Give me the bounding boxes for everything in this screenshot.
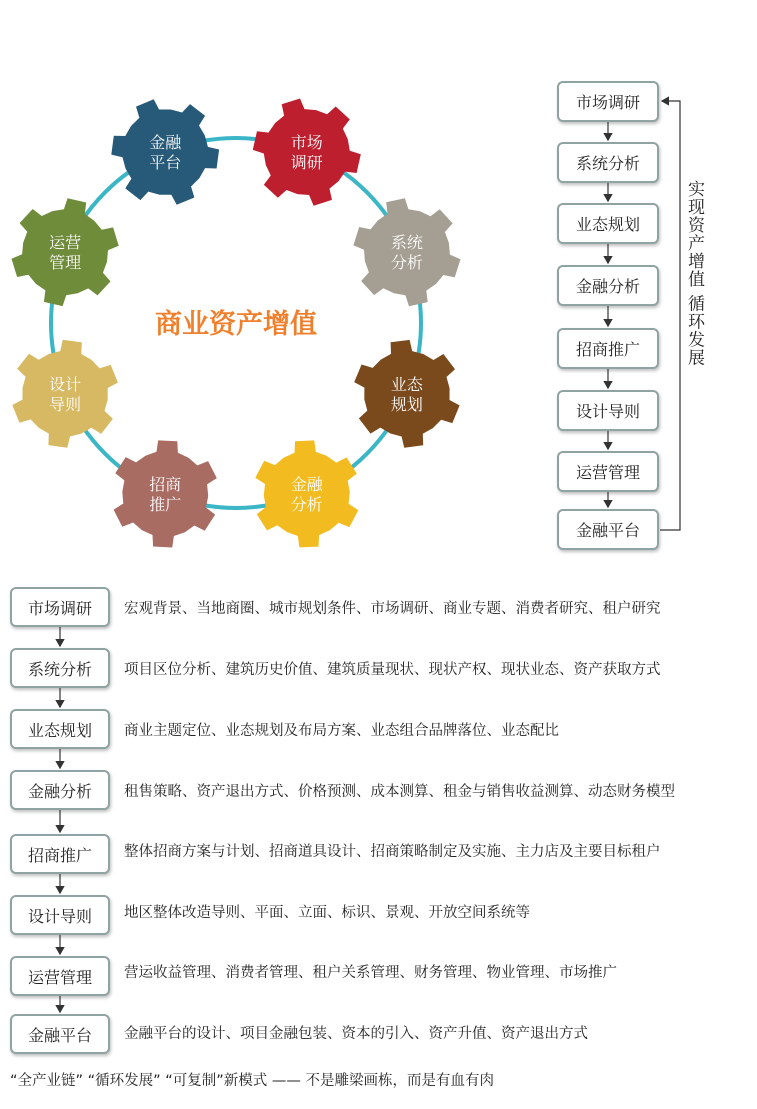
gear-label: 调研: [290, 153, 323, 173]
footer-slogan: “全产业链” “循环发展” “可复制”新模式 —— 不是雕梁画栋，而是有血有肉: [10, 1073, 495, 1089]
gear-node: [353, 198, 460, 306]
gear-label: 分析: [290, 494, 323, 514]
loop-label: 实现资产增值 循环发展: [684, 180, 704, 367]
step-description: 宏观背景、当地商圈、城市规划条件、市场调研、商业专题、消费者研究、租户研究: [124, 601, 661, 617]
right-flow-step: 市场调研: [557, 81, 659, 122]
step-box: 市场调研: [10, 587, 110, 627]
right-flow-step: 招商推广: [557, 328, 659, 369]
right-flow-step: 业态规划: [557, 203, 659, 244]
step-box: 运营管理: [10, 956, 110, 996]
step-description: 金融平台的设计、项目金融包装、资本的引入、资产升值、资产退出方式: [124, 1026, 588, 1042]
right-flow-step: 运营管理: [557, 451, 659, 492]
step-box: 设计导则: [10, 895, 110, 935]
gear-label: 导则: [49, 394, 82, 414]
loop-back-arrow-icon: [660, 101, 680, 530]
gear-node: [255, 440, 358, 547]
gear-label: 推广: [149, 494, 182, 514]
gear-label: 平台: [149, 153, 182, 173]
gear-label: 分析: [390, 253, 423, 273]
right-flow-step: 金融分析: [557, 265, 659, 306]
step-description: 项目区位分析、建筑历史价值、建筑质量现状、现状产权、现状业态、资产获取方式: [124, 662, 661, 678]
gear-label: 金融: [149, 133, 182, 153]
gear-label: 招商: [149, 474, 182, 494]
step-box: 金融分析: [10, 770, 110, 810]
gear-node: [114, 440, 217, 547]
step-description: 营运收益管理、消费者管理、租户关系管理、财务管理、物业管理、市场推广: [124, 965, 617, 981]
gear-label: 业态: [390, 374, 423, 394]
gear-label: 市场: [290, 133, 323, 153]
right-flow-step: 金融平台: [557, 509, 659, 550]
gear-node: [12, 198, 119, 306]
step-box: 招商推广: [10, 834, 110, 874]
right-flow-step: 系统分析: [557, 142, 659, 183]
gear-label: 管理: [49, 253, 82, 273]
step-description: 地区整体改造导则、平面、立面、标识、景观、开放空间系统等: [124, 905, 530, 921]
gear-node: [253, 99, 361, 206]
step-box: 系统分析: [10, 648, 110, 688]
step-description: 租售策略、资产退出方式、价格预测、成本测算、租金与销售收益测算、动态财务模型: [124, 784, 675, 800]
gear-label: 金融: [290, 474, 323, 494]
gear-label: 运营: [49, 233, 82, 253]
gear-node: [354, 340, 459, 448]
gear-node: [111, 99, 219, 205]
gear-label: 规划: [390, 394, 423, 414]
step-description: 商业主题定位、业态规划及布局方案、业态组合品牌落位、业态配比: [124, 723, 559, 739]
gear-label: 设计: [49, 374, 82, 394]
step-box: 金融平台: [10, 1014, 110, 1054]
step-description: 整体招商方案与计划、招商道具设计、招商策略制定及实施、主力店及主要目标租户: [124, 844, 661, 860]
right-flow-step: 设计导则: [557, 390, 659, 431]
gear-node: [12, 340, 118, 448]
center-title: 商业资产增值: [155, 309, 317, 340]
gear-diagram: [0, 80, 480, 560]
gear-label: 系统: [390, 233, 423, 253]
step-box: 业态规划: [10, 709, 110, 749]
